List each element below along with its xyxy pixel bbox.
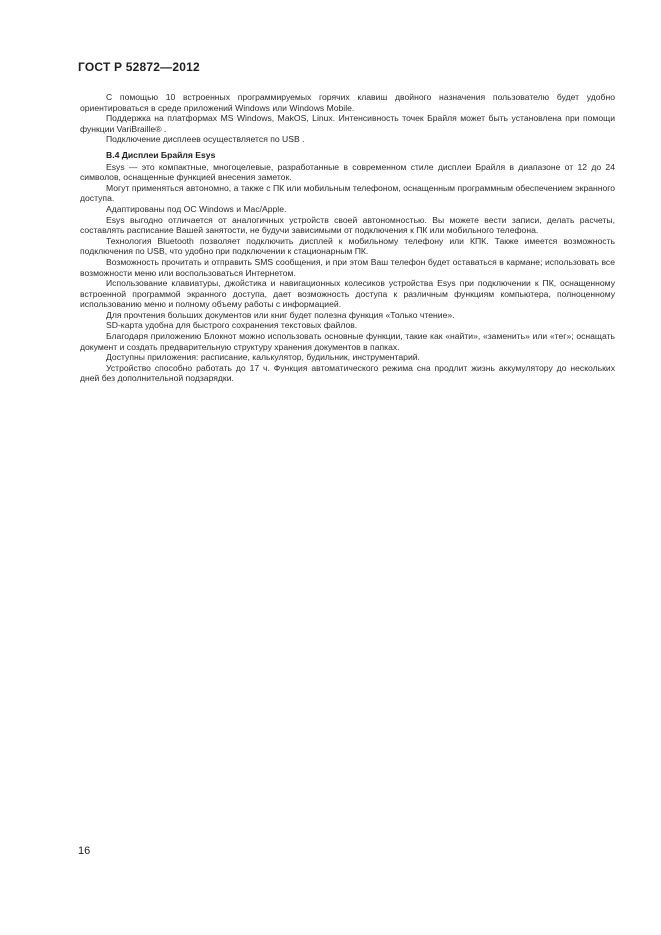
- paragraph: Технология Bluetooth позволяет подключить дисплей к мобильному телефону или КПК. Также имеется возможность подключения по USB, что удобно при подключении к стационарным ПК.: [80, 235, 615, 257]
- page-number: 16: [78, 845, 91, 857]
- paragraph: SD-карта удобна для быстрого сохранения текстовых файлов.: [106, 320, 358, 331]
- paragraph: С помощью 10 встроенных программируемых горячих клавиш двойного назначения пользователю будет удобно ориентироваться в среде приложений Windows или Windows Mobile.: [80, 92, 615, 113]
- section-heading: В.4 Дисплеи Брайля Esys: [106, 149, 216, 160]
- paragraph: Использование клавиатуры, джойстика и навигационных колесиков устройства Esys при подключении к ПК, оснащенному встроенной программой экранного доступа, дает возможность доступа к различным функциям компьютера, полноценному использованию меню и полному объему работы с информацией.: [80, 278, 615, 310]
- document-body: [80, 92, 615, 384]
- paragraph: Устройство способно работать до 17 ч. Функция автоматического режима сна продлит жизнь аккумулятору до нескольких дней без дополнительной подзарядки.: [80, 362, 615, 384]
- document-header: ГОСТ Р 52872—2012: [78, 60, 200, 74]
- paragraph: Доступны приложения: расписание, калькулятор, будильник, инструментарий.: [106, 352, 420, 363]
- paragraph: Поддержка на платформах MS Windows, MakOS, Linux. Интенсивность точек Брайля может быть установлена при помощи функции VariBraille® .: [80, 113, 615, 134]
- paragraph: Благодаря приложению Блокнот можно использовать основные функции, такие как «найти», «заменить» или «тег»; оснащать документ и создать предварительную структуру хранения документов в папках.: [80, 331, 615, 352]
- paragraph: Могут применяться автономно, а также с ПК или мобильным телефоном, оснащенным программным обеспечением экранного доступа.: [80, 182, 615, 204]
- paragraph: Esys выгодно отличается от аналогичных устройств своей автономностью. Вы можете вести записи, делать расчеты, составлять расписание Вашей занятости, не будучи зависимыми от подключения к ПК или мобильного телефона.: [80, 214, 615, 236]
- paragraph: Возможность прочитать и отправить SMS сообщения, и при этом Ваш телефон будет оставаться в кармане; использовать все возможности меню или воспользоваться Интернетом.: [80, 256, 615, 278]
- paragraph: Адаптированы под ОС Windows и Mac/Apple.: [106, 203, 287, 214]
- paragraph: Esys — это компактные, многоцелевые, разработанные в современном стиле дисплеи Брайля в диапазоне от 12 до 24 символов, оснащенные функцией внесения заметок.: [80, 161, 615, 183]
- paragraph: Подключение дисплеев осуществляется по USB .: [106, 134, 305, 145]
- paragraph: Для прочтения больших документов или книг будет полезна функция «Только чтение».: [106, 309, 455, 320]
